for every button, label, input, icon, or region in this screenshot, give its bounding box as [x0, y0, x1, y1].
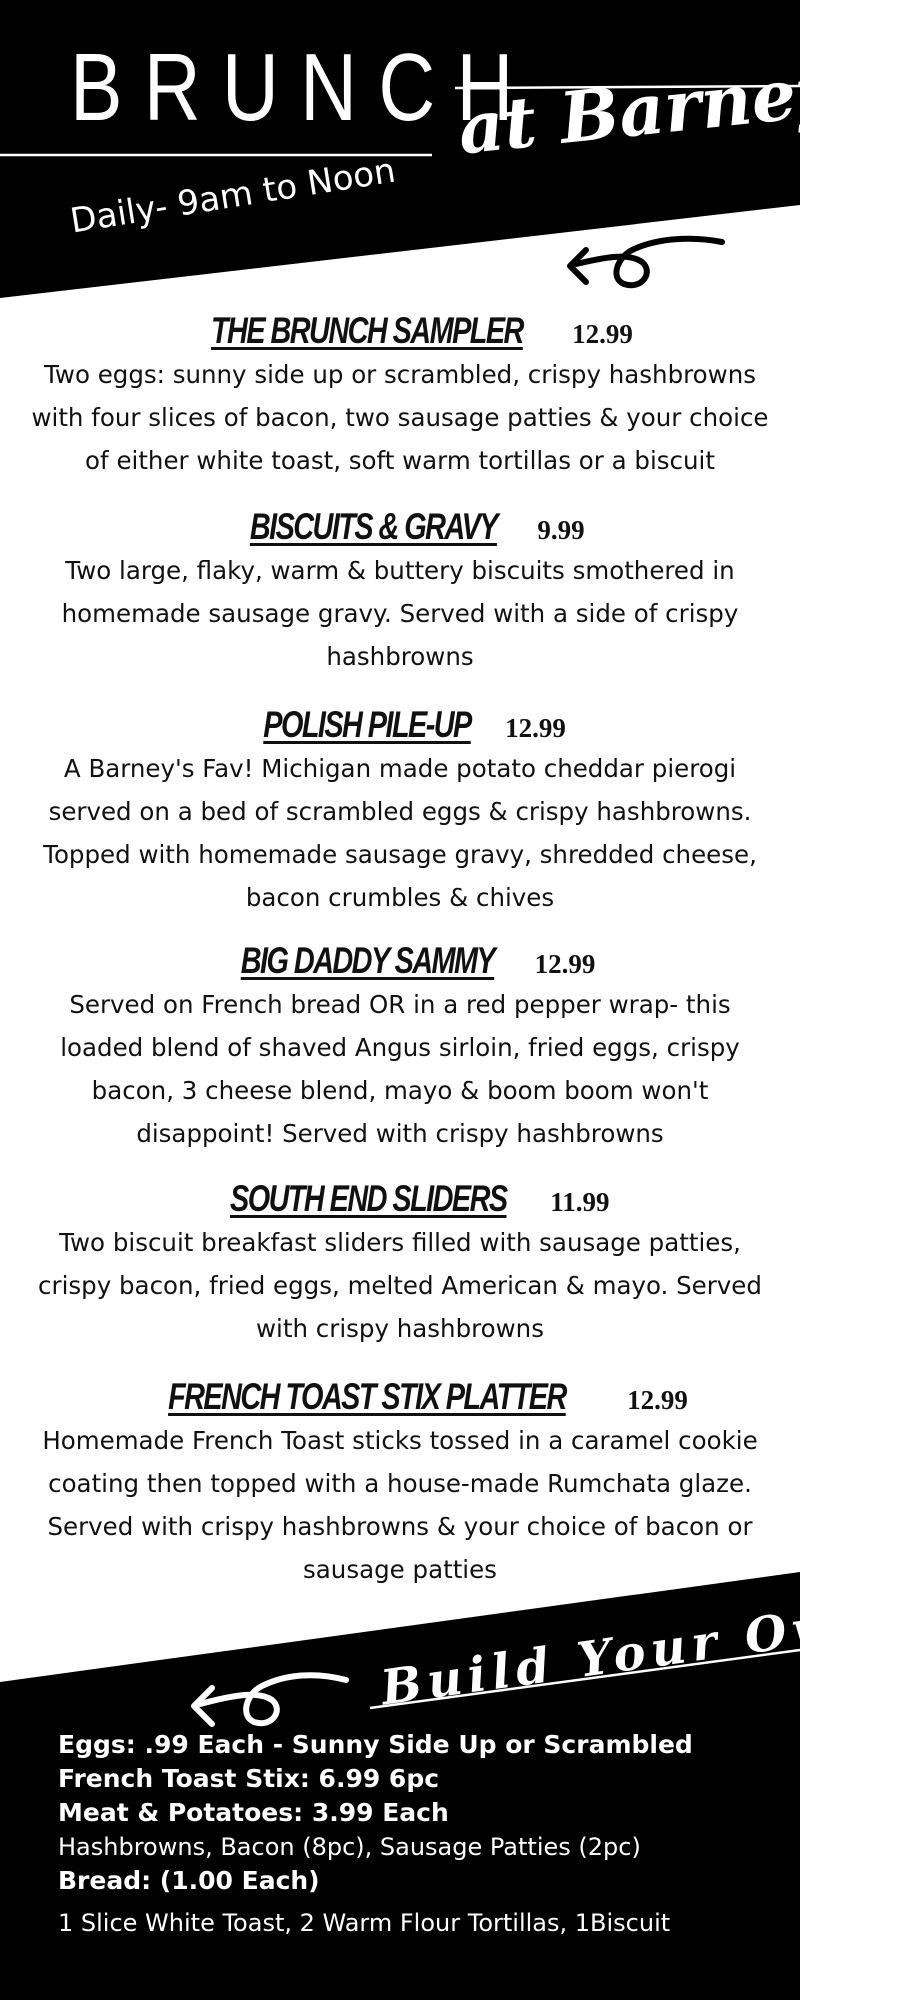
item-name: BISCUITS & GRAVY: [250, 506, 498, 547]
menu-item-french-toast-stix-platter: [20, 1378, 780, 1591]
option-meat-potatoes: Meat & Potatoes: 3.99 Each: [58, 1798, 449, 1827]
item-description: Served on French bread OR in a red pepper wrap- this loaded blend of shaved Angus sirloin, fried eggs, crispy bacon, 3 cheese blend, mayo & boom boom won't disappoint! Served with crispy hashbrowns: [60, 990, 740, 1148]
item-description: Two eggs: sunny side up or scrambled, crispy hashbrowns with four slices of bacon, two sausage patties & your choice of either white toast, soft warm tortillas or a biscuit: [31, 360, 769, 475]
brunch-hours: Daily- 9am to Noon: [67, 150, 399, 242]
menu-item-polish-pile-up: [20, 706, 780, 919]
item-price: 12.99: [627, 1385, 688, 1415]
swirl-arrow-icon: [562, 228, 732, 298]
restaurant-name: at Barney's: [454, 42, 901, 171]
item-price: 11.99: [550, 1187, 610, 1217]
option-eggs: Eggs: .99 Each - Sunny Side Up or Scrambled: [58, 1730, 693, 1759]
item-name: SOUTH END SLIDERS: [229, 1178, 507, 1219]
option-bread-detail: 1 Slice White Toast, 2 Warm Flour Tortillas, 1Biscuit: [58, 1909, 671, 1937]
item-name: BIG DADDY SAMMY: [240, 940, 494, 981]
build-your-own-title: Build Your Own: [377, 1591, 884, 1717]
item-description: Two large, flaky, warm & buttery biscuits smothered in homemade sausage gravy. Served with a side of crispy hashbrowns: [61, 556, 739, 671]
option-french-toast: French Toast Stix: 6.99 6pc: [58, 1764, 440, 1793]
item-name: POLISH PILE-UP: [263, 704, 471, 745]
menu-item-brunch-sampler: [20, 312, 780, 482]
item-price: 12.99: [534, 949, 596, 979]
item-price: 9.99: [537, 515, 585, 545]
item-name: FRENCH TOAST STIX PLATTER: [168, 1376, 566, 1417]
menu-title: BRUNCH: [70, 34, 535, 141]
option-meat-potatoes-detail: Hashbrowns, Bacon (8pc), Sausage Patties (2pc): [58, 1833, 641, 1861]
item-price: 12.99: [572, 319, 633, 349]
item-description: A Barney's Fav! Michigan made potato cheddar pierogi served on a bed of scrambled eggs & crispy hashbrowns. Topped with homemade sausage gravy, shredded cheese, bacon crumbles & chives: [43, 754, 757, 912]
build-your-own-options: [58, 1728, 778, 1940]
menu-item-big-daddy-sammy: [20, 942, 780, 1155]
item-name: THE BRUNCH SAMPLER: [211, 310, 523, 351]
menu-item-south-end-sliders: [20, 1180, 780, 1350]
item-price: 12.99: [505, 713, 566, 743]
menu-item-biscuits-gravy: [20, 508, 780, 678]
option-bread: Bread: (1.00 Each): [58, 1866, 320, 1895]
item-description: Homemade French Toast sticks tossed in a caramel cookie coating then topped with a house-made Rumchata glaze. Served with crispy hashbrowns & your choice of bacon or sausage patties: [42, 1426, 758, 1584]
item-description: Two biscuit breakfast sliders filled with sausage patties, crispy bacon, fried eggs, melted American & mayo. Served with crispy hashbrowns: [38, 1228, 762, 1343]
